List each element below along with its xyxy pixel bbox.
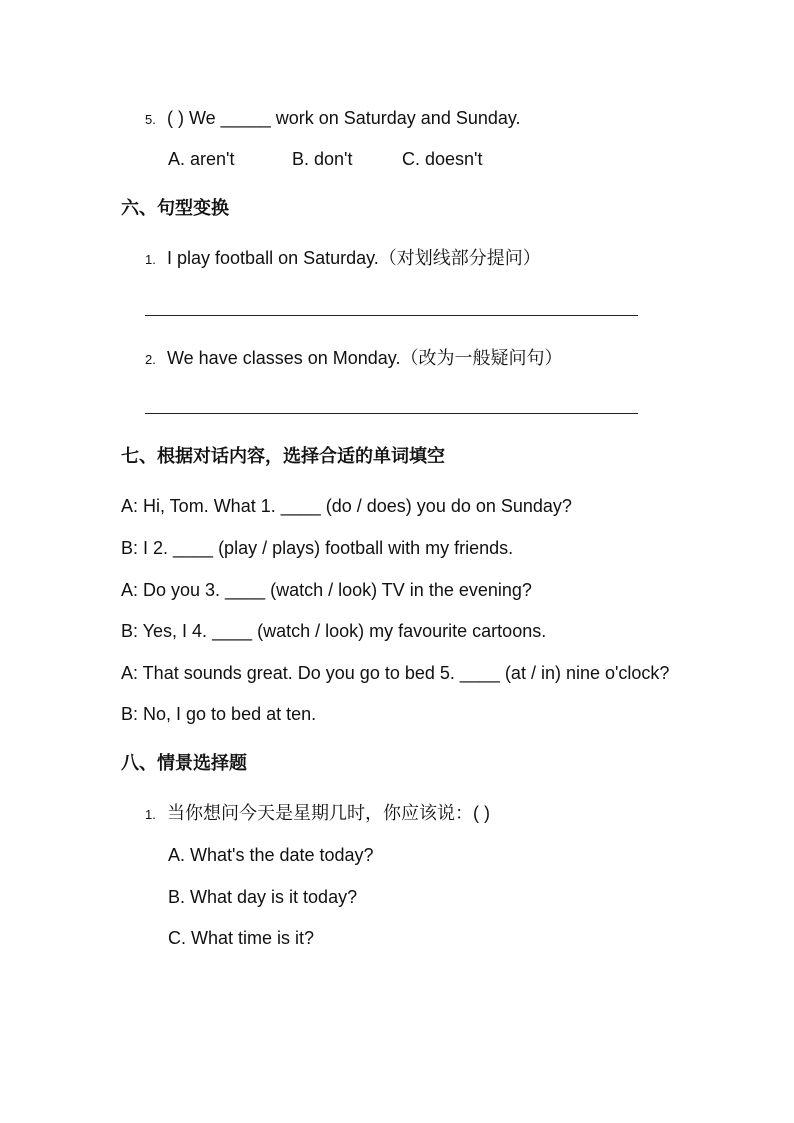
option-b: B. What day is it today?: [168, 887, 358, 907]
question-text: We have classes on Monday.（改为一般疑问句）: [167, 348, 563, 368]
question-text: ( ) We _____ work on Saturday and Sunday.: [167, 108, 521, 128]
option-a: A. What's the date today?: [168, 845, 374, 865]
dialogue-line: A: Do you 3. ____ (watch / look) TV in the evening?: [121, 580, 532, 600]
section-heading: 八、情景选择题: [121, 753, 247, 773]
question-text: I play football on Saturday.（对划线部分提问）: [167, 248, 541, 268]
dialogue-line: A: Hi, Tom. What 1. ____ (do / does) you do on Sunday?: [121, 496, 572, 516]
question-number: 1.: [145, 252, 156, 267]
section-heading: 六、句型变换: [121, 198, 229, 218]
answer-line[interactable]: [145, 315, 638, 316]
answer-line[interactable]: [145, 413, 638, 414]
dialogue-line: B: No, I go to bed at ten.: [121, 704, 317, 724]
option-b: B. don't: [292, 149, 353, 169]
option-c: C. doesn't: [402, 149, 483, 169]
question-number: 2.: [145, 352, 156, 367]
question-number: 5.: [145, 112, 156, 127]
option-c: C. What time is it?: [168, 928, 315, 948]
dialogue-line: B: Yes, I 4. ____ (watch / look) my favourite cartoons.: [121, 621, 547, 641]
option-a: A. aren't: [168, 149, 235, 169]
section-heading: 七、根据对话内容，选择合适的单词填空: [121, 446, 445, 466]
question-text: 当你想问今天是星期几时，你应该说：( ): [167, 803, 490, 823]
dialogue-line: A: That sounds great. Do you go to bed 5. ____ (at / in) nine o'clock?: [121, 663, 670, 683]
dialogue-line: B: I 2. ____ (play / plays) football with my friends.: [121, 538, 514, 558]
question-number: 1.: [145, 807, 156, 822]
